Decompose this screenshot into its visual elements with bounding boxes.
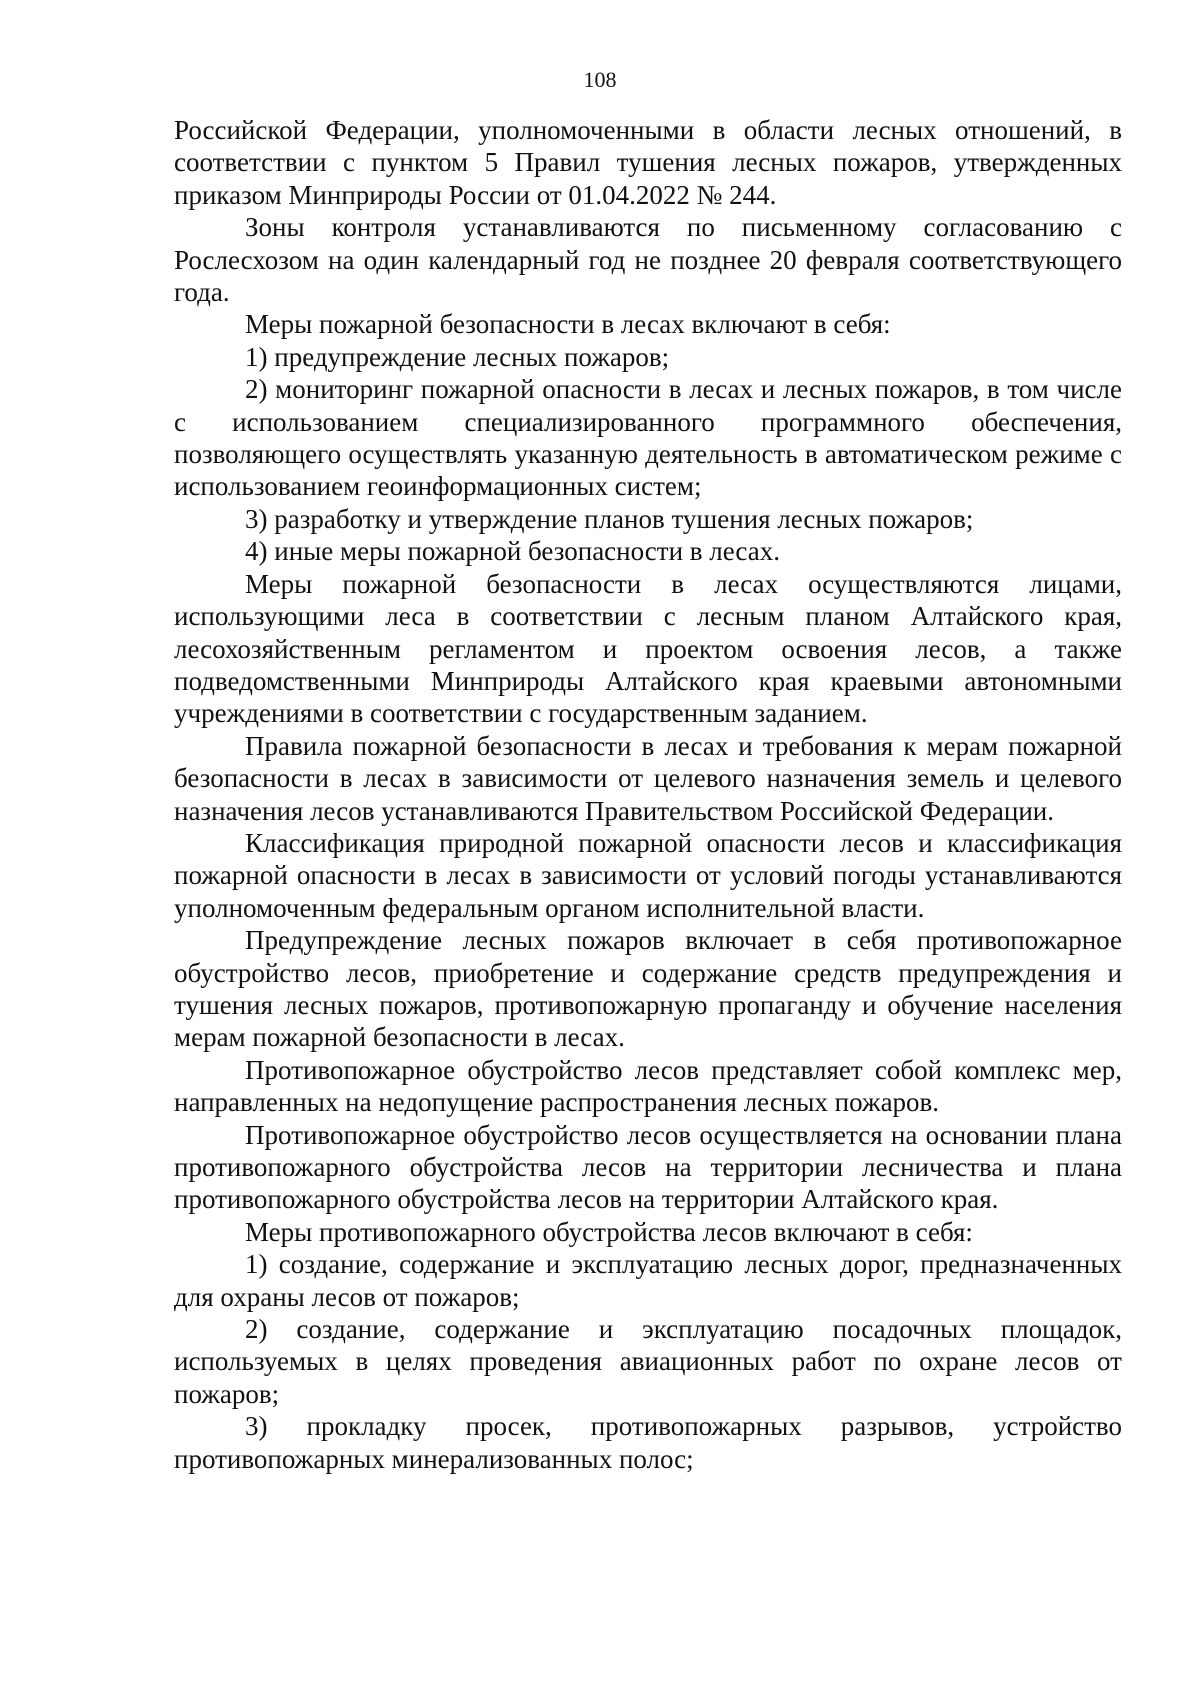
paragraph-fire-safety-rules: Правила пожарной безопасности в лесах и требования к мерам пожарной безопасности в лесах в зависимости от целевого назначения земель и целевого назначения лесов устанавливаются Правительством Российской Федерации.	[174, 730, 1122, 826]
paragraph-continuation: Российской Федерации, уполномоченными в области лесных отношений, в соответствии с пунктом 5 Правил тушения лесных пожаров, утвержденных приказом Минприроды России от 01.04.2022 № 244.	[174, 115, 1122, 210]
paragraph-fire-prevention: Предупреждение лесных пожаров включает в себя противопожарное обустройство лесов, приобретение и содержание средств предупреждения и тушения лесных пожаров, противопожарную пропаганду и обучение населения мерам пожарной безопасности в лесах.	[174, 925, 1122, 1053]
paragraph-fire-safety-measures-intro: Меры пожарной безопасности в лесах включают в себя:	[245, 309, 891, 340]
arrangement-list-item-3: 3) прокладку просек, противопожарных разрывов, устройство противопожарных минерализованных полос;	[174, 1411, 1122, 1474]
page-number: 108	[583, 67, 617, 92]
paragraph-fire-arrangement-basis: Противопожарное обустройство лесов осуществляется на основании плана противопожарного обустройства лесов на территории лесничества и плана противопожарного обустройства лесов на территории Алтайского края.	[174, 1119, 1122, 1215]
paragraph-classification: Классификация природной пожарной опасности лесов и классификация пожарной опасности в лесах в зависимости от условий погоды устанавливаются уполномоченным федеральным органом исполнительной власти.	[174, 827, 1122, 923]
paragraph-control-zones: Зоны контроля устанавливаются по письменному согласованию с Рослесхозом на один календарный год не позднее 20 февраля соответствующего года.	[174, 212, 1122, 308]
arrangement-list-item-1: 1) создание, содержание и эксплуатацию лесных дорог, предназначенных для охраны лесов от пожаров;	[174, 1249, 1122, 1312]
list-item-2: 2) мониторинг пожарной опасности в лесах и лесных пожаров, в том числе с использованием специализированного программного обеспечения, позволяющего осуществлять указанную деятельность в автоматическом режиме с использованием геоинформационных систем;	[174, 374, 1122, 502]
paragraph-measures-implementation: Меры пожарной безопасности в лесах осуществляются лицами, использующими леса в соответствии с лесным планом Алтайского края, лесохозяйственным регламентом и проектом освоения лесов, а также подведомственными Минприроды Алтайского края краевыми автономными учреждениями в соответствии с государственным заданием.	[174, 568, 1122, 729]
paragraph-arrangement-measures-intro: Меры противопожарного обустройства лесов включают в себя:	[245, 1216, 973, 1247]
list-item-3: 3) разработку и утверждение планов тушения лесных пожаров;	[245, 503, 974, 534]
document-body	[174, 114, 1122, 1475]
list-item-1: 1) предупреждение лесных пожаров;	[245, 341, 670, 372]
paragraph-fire-arrangement-definition: Противопожарное обустройство лесов представляет собой комплекс мер, направленных на недопущение распространения лесных пожаров.	[174, 1054, 1122, 1118]
list-item-4: 4) иные меры пожарной безопасности в лесах.	[245, 536, 780, 567]
arrangement-list-item-2: 2) создание, содержание и эксплуатацию посадочных площадок, используемых в целях проведения авиационных работ по охране лесов от пожаров;	[174, 1314, 1122, 1409]
